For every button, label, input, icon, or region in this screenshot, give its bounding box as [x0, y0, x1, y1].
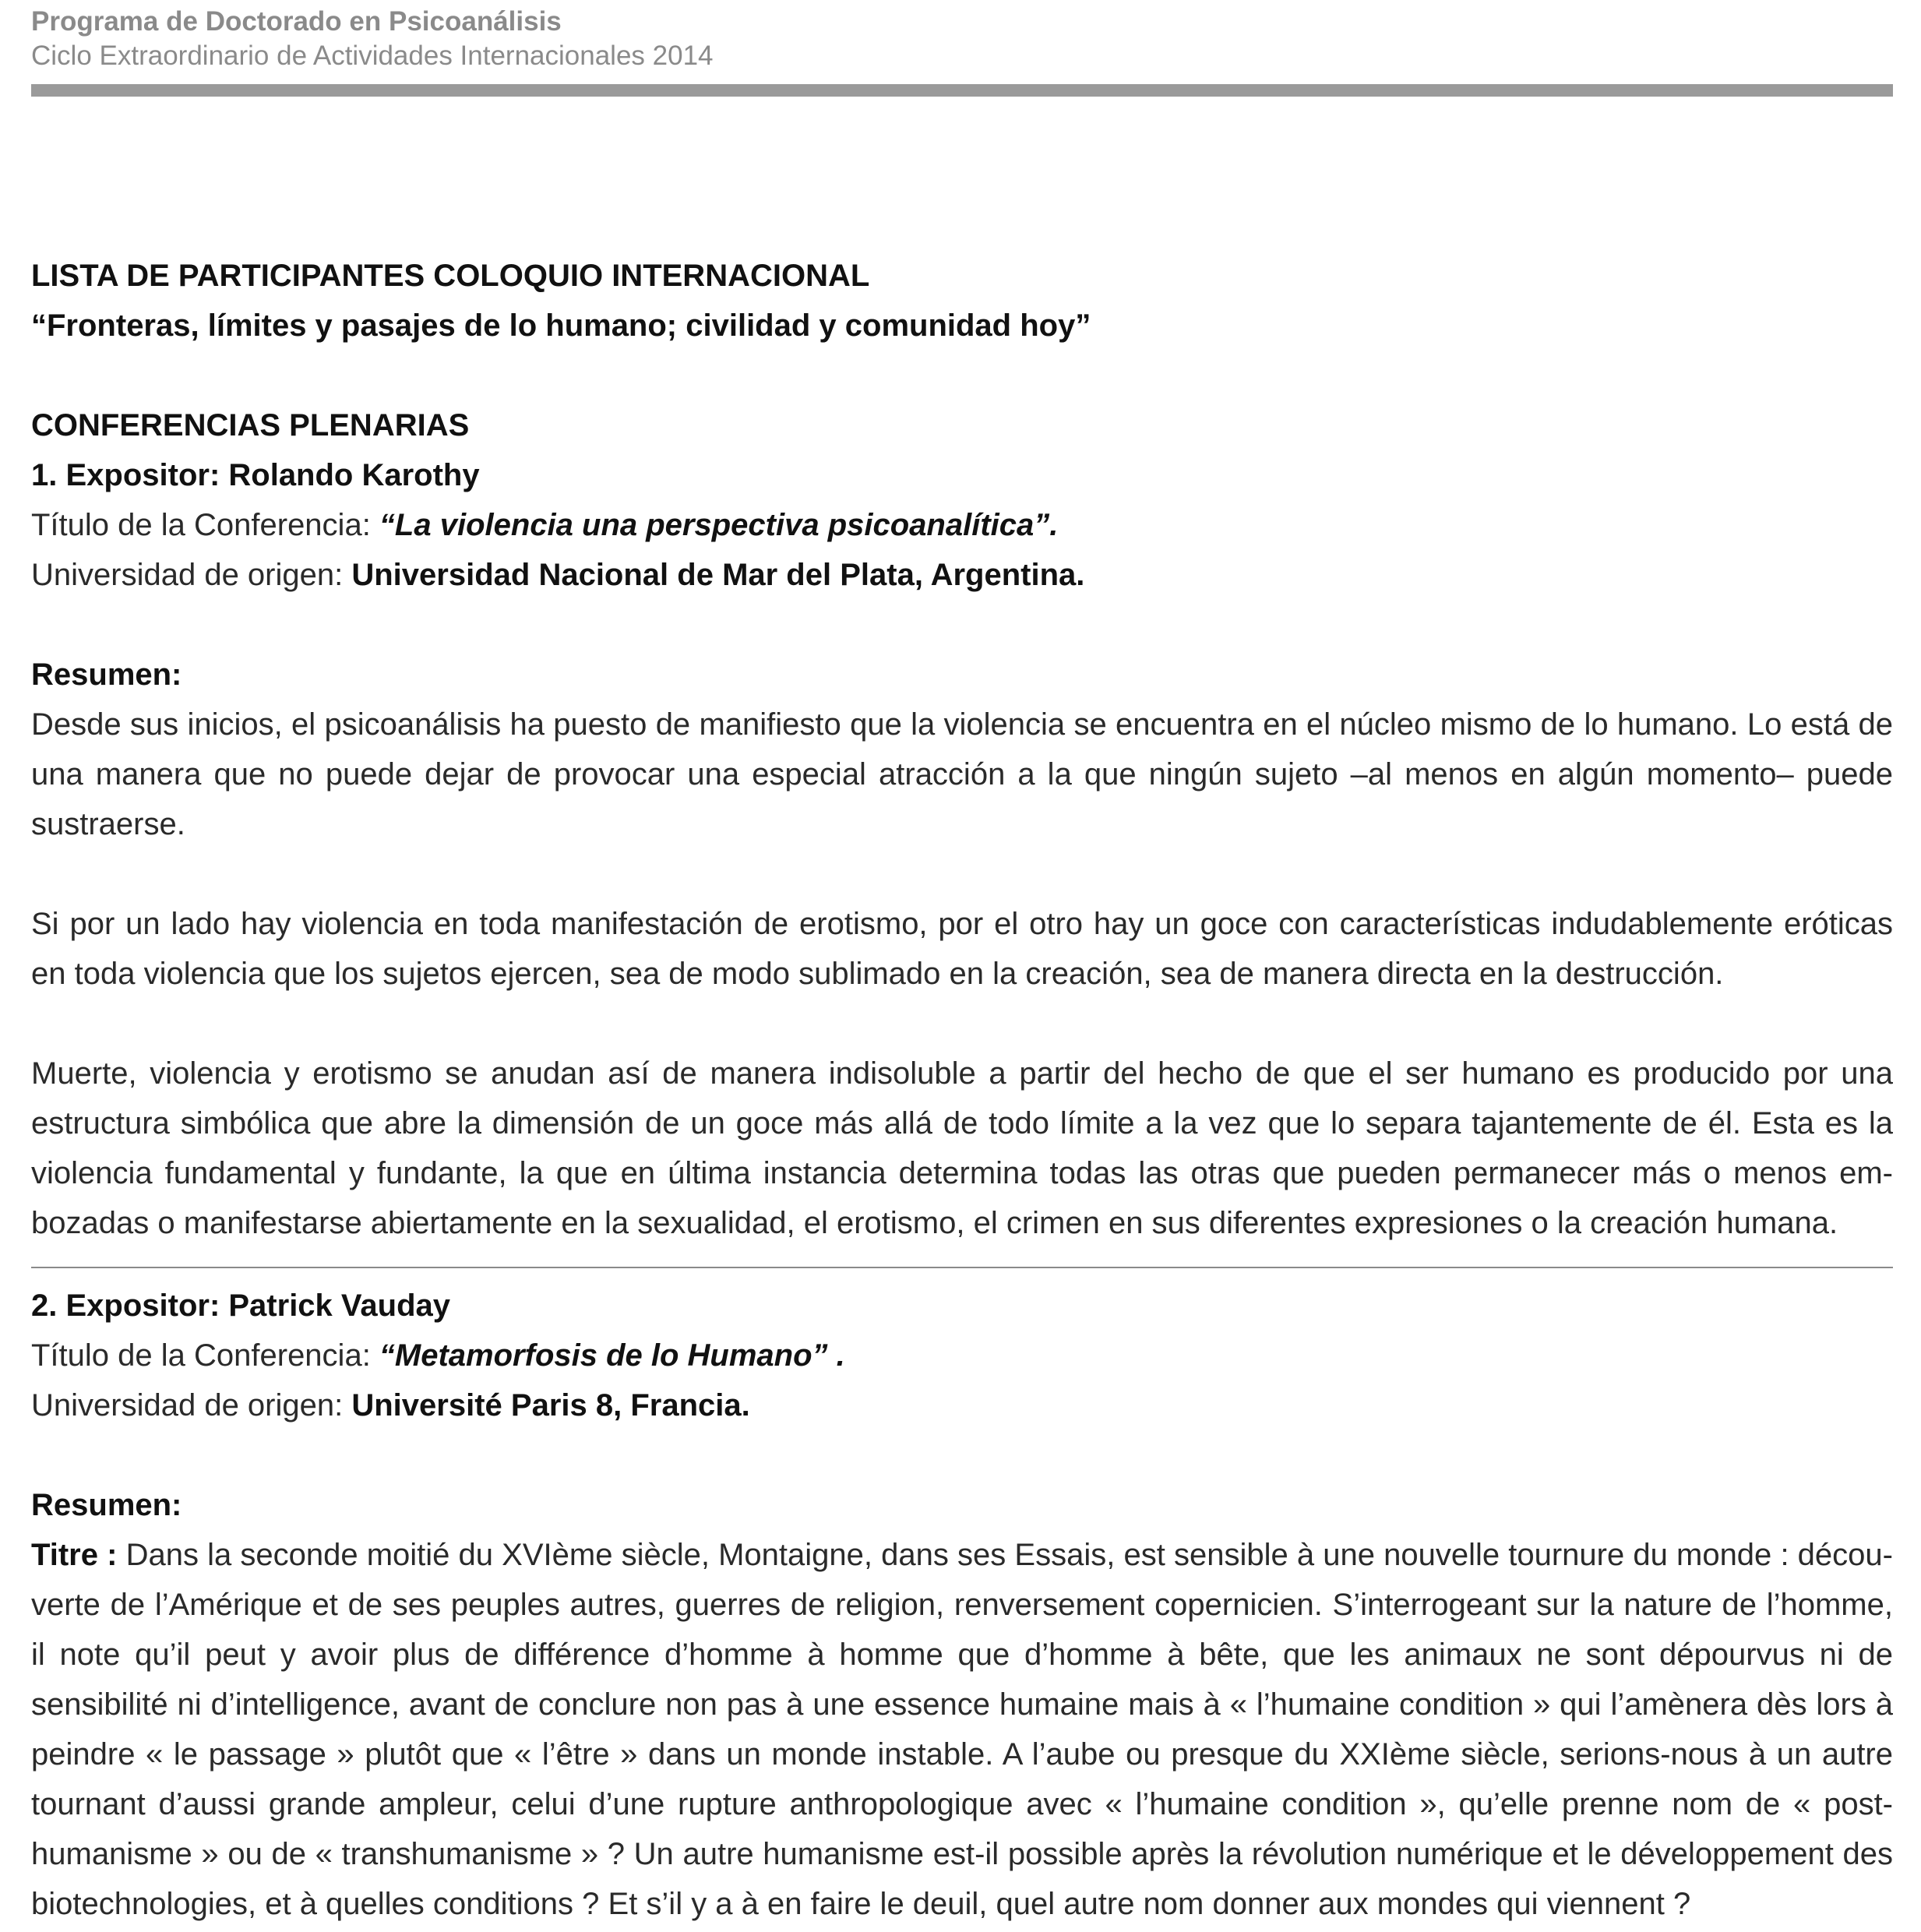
spacer [31, 351, 1893, 400]
speaker-heading: 2. Expositor: Patrick Vauday [31, 1289, 450, 1323]
summary-paragraph: Muerte, violencia y erotismo se anudan así de manera indisoluble a partir del hecho de que el ser humano es producido por una estructura simbólica que abre la dimensión de un goce más allá de todo límite a la vez que lo separa tajantemente de él. Esta es la violencia fundamental y fundante, la que en última instancia determina todas las otras que pueden permanecer más o menos em-bozadas o manifestarse abiertamente en la sexualidad, el erotismo, el crimen en sus diferentes expresiones o la creación humana. [31, 1056, 1893, 1240]
spacer [31, 1430, 1893, 1480]
summary-paragraph: Desde sus inicios, el psicoanálisis ha puesto de manifiesto que la violencia se encuentra en el núcleo mismo de lo humano. Lo está de una manera que no puede dejar de provocar una especial atracción a la que ningún sujeto –al menos en algún momento– puede sustraerse. [31, 707, 1893, 841]
spacer [31, 600, 1893, 650]
conference-title-line [31, 1331, 1893, 1380]
spacer [31, 999, 1893, 1049]
conference-title-value: “Metamorfosis de lo Humano” . [379, 1338, 845, 1373]
summary-lead-label: Titre : [31, 1538, 126, 1572]
program-title: Programa de Doctorado en Psicoanálisis [31, 6, 562, 37]
page-header [31, 5, 1893, 73]
summary-paragraph: Si por un lado hay violencia en toda manifestación de erotismo, por el otro hay un goce con características indudablemente eróticas en toda violencia que los sujetos ejercen, sea de modo sublimado en la creación, sea de manera directa en la destrucción. [31, 907, 1893, 991]
origin-value: Universidad Nacional de Mar del Plata, Argentina. [351, 558, 1085, 592]
speaker-heading: 1. Expositor: Rolando Karothy [31, 458, 480, 492]
conference-title-line [31, 500, 1893, 550]
summary-paragraph [31, 1530, 1893, 1929]
origin-label: Universidad de origen: [31, 1388, 352, 1423]
speaker-divider [31, 1267, 1893, 1268]
cycle-subtitle: Ciclo Extraordinario de Actividades Internacionales 2014 [31, 41, 714, 71]
summary-label: Resumen: [31, 1488, 182, 1522]
section-heading: CONFERENCIAS PLENARIAS [31, 408, 470, 442]
conference-title-label: Título de la Conferencia: [31, 1338, 379, 1373]
spacer [31, 849, 1893, 899]
conference-title-label: Título de la Conferencia: [31, 508, 379, 542]
document-body [31, 251, 1893, 1929]
document-title: LISTA DE PARTICIPANTES COLOQUIO INTERNACIONAL [31, 259, 870, 293]
header-divider-bar [31, 84, 1893, 97]
origin-line [31, 1380, 1893, 1430]
summary-label: Resumen: [31, 658, 182, 692]
summary-text: Dans la seconde moitié du XVIème siècle, Montaigne, dans ses Essais, est sensible à une nouvelle tournure du monde : décou-verte de l’Amérique et de ses peuples autres, guerres de religion, renversement copernicien. S’interrogeant sur la nature de l’homme, il note qu’il peut y avoir plus de différence d’homme à homme que d’homme à bête, que les animaux ne sont dépourvus ni de sensibilité ni d’intelligence, avant de conclure non pas à une essence humaine mais à « l’humaine condition » qui l’amènera dès lors à peindre « le passage » plutôt que « l’être » dans un monde instable. A l’aube ou presque du XXIème siècle, serions-nous à un autre tournant d’aussi grande ampleur, celui d’une rupture anthropologique avec « l’humaine condition », qu’elle prenne nom de « post-humanisme » ou de « transhumanisme » ? Un autre humanisme est-il possible après la révolution numérique et le développement des biotechnologies, et à quelles conditions ? Et s’il y a à en faire le deuil, quel autre nom donner aux mondes qui viennent ? [31, 1538, 1893, 1921]
colloquium-title: “Fronteras, límites y pasajes de lo humano; civilidad y comunidad hoy” [31, 308, 1091, 343]
origin-value: Université Paris 8, Francia. [351, 1388, 750, 1423]
conference-title-value: “La violencia una perspectiva psicoanalítica”. [379, 508, 1059, 542]
origin-label: Universidad de origen: [31, 558, 352, 592]
origin-line [31, 550, 1893, 600]
